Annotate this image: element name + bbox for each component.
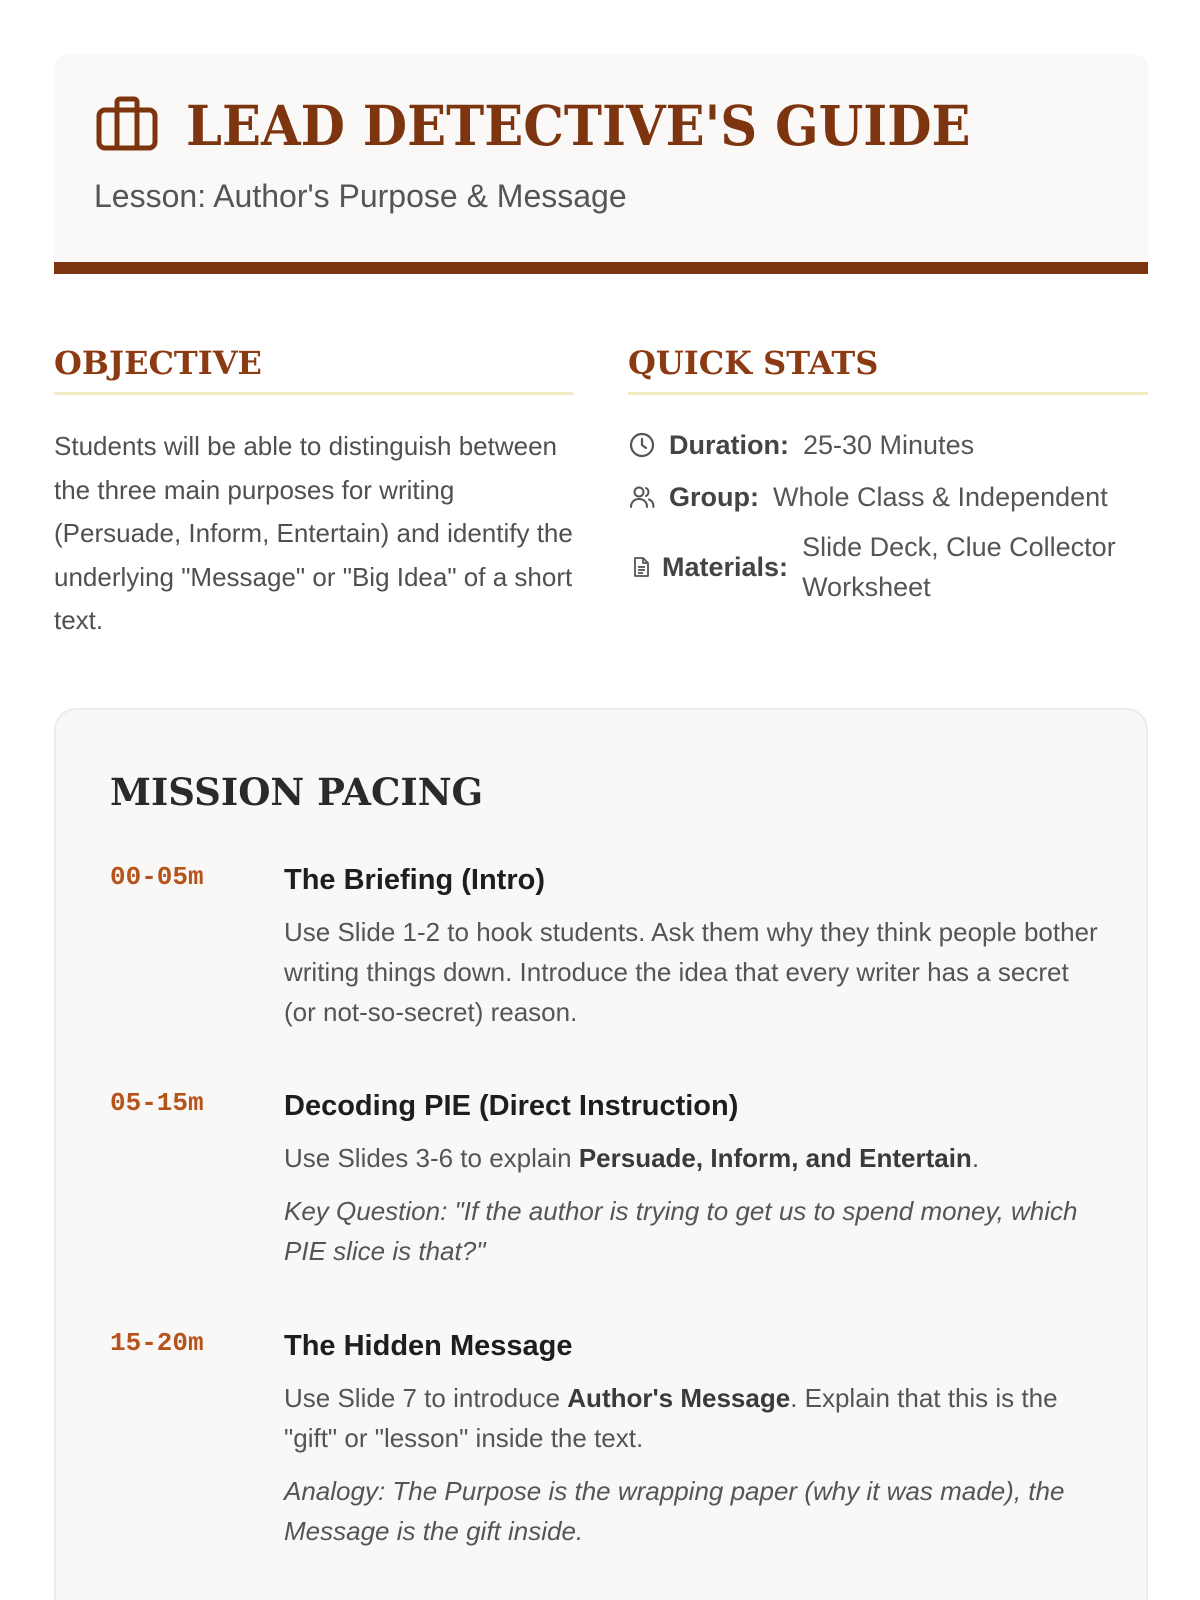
step-desc-text: Use Slide 7 to introduce [284,1383,568,1413]
quick-stats-section [628,344,1148,607]
stat-duration-label: Duration: [669,429,789,460]
objective-text: Students will be able to distinguish between the three main purposes for writing (Persuade, Inform, Entertain) and identify the underlying "Message" or "Big Idea" of a short text. [54,431,573,635]
step-description: Use Slide 1-2 to hook students. Ask them why they think people bother writing things down. Introduce the idea that every writer has a secret (or not-so-secret) reason. [284,917,1098,1027]
step-title: Decoding PIE (Direct Instruction) [284,1090,739,1122]
step-title: The Briefing (Intro) [284,864,545,896]
step-body [284,1328,1104,1551]
step-description [284,1378,1104,1458]
lesson-subtitle: Lesson: Author's Purpose & Message [94,178,627,214]
step-desc-text: . [971,1143,980,1173]
stat-materials-label: Materials: [662,551,789,582]
objective-section [54,344,574,643]
step-time: 00-05m [110,862,204,892]
page-title: LEAD DETECTIVE'S GUIDE [186,92,971,158]
step-desc-emphasis: Author's Message [567,1383,791,1413]
step-title: The Hidden Message [284,1330,573,1362]
mission-pacing-heading: MISSION PACING [110,770,484,814]
stat-duration-value: 25-30 Minutes [802,430,975,460]
step-analogy: Analogy: The Purpose is the wrapping paper (why it was made), the Message is the gift inside. [284,1476,1065,1546]
document-icon [630,556,652,578]
step-time: 05-15m [110,1088,204,1118]
mission-pacing-card [54,708,1148,1600]
step-body [284,1088,1104,1271]
step-time: 15-20m [110,1328,204,1358]
step-body [284,862,1104,1032]
briefcase-icon [96,94,158,156]
header-card [54,54,1148,274]
clock-icon [628,431,656,459]
stat-materials [628,527,1148,607]
step-desc-text: . Explain that this is the "gift" or "lesson" inside the text. [284,1383,1058,1453]
title-row [96,94,1030,156]
step-key-question: Key Question: "If the author is trying to get us to spend money, which PIE slice is that?" [284,1196,1078,1266]
users-icon [628,483,656,511]
stat-group-label: Group: [669,481,759,512]
stat-duration [628,425,1148,465]
quick-stats-heading: QUICK STATS [628,344,1148,395]
stat-group [628,477,1148,517]
stat-group-value: Whole Class & Independent [772,482,1108,512]
objective-heading: OBJECTIVE [54,344,574,395]
step-desc-emphasis: Persuade, Inform, and Entertain [578,1143,972,1173]
step-description [284,1138,1104,1178]
step-desc-text: Use Slides 3-6 to explain [284,1143,579,1173]
stat-materials-value: Slide Deck, Clue Collector Worksheet [802,532,1116,602]
